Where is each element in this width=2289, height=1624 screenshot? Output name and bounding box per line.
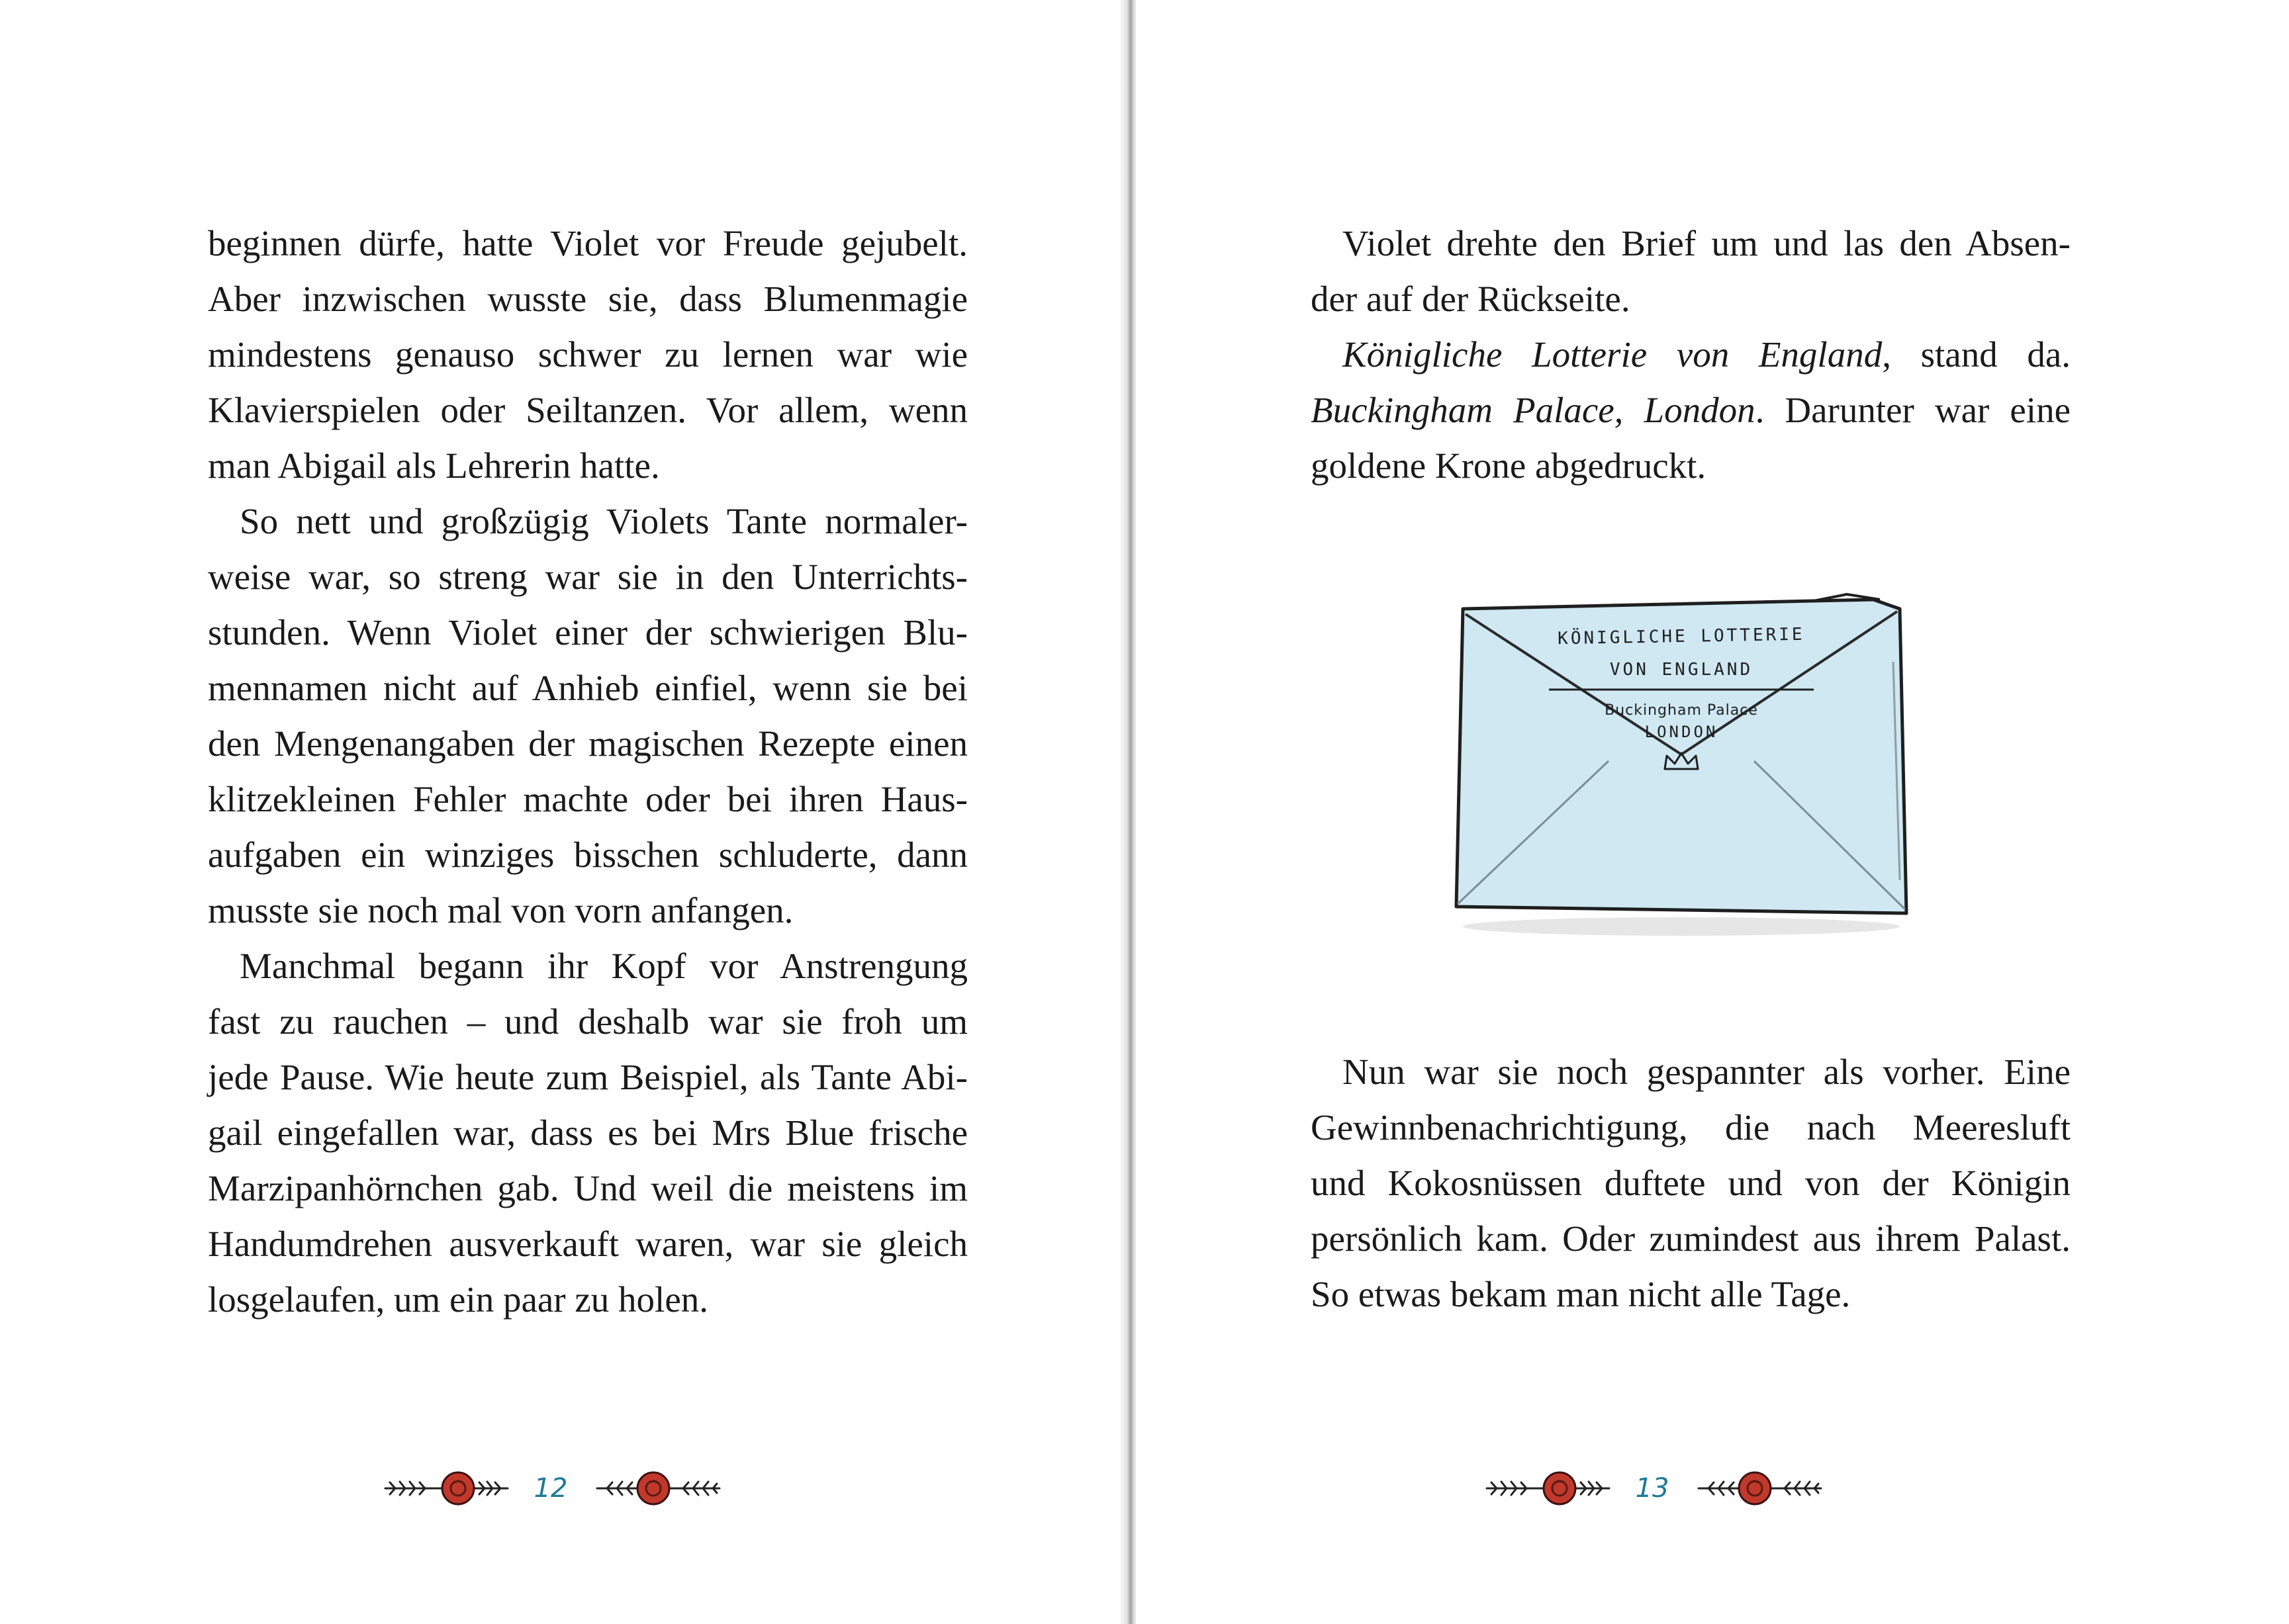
text-line: Manchmal begann ihr Kopf vor Anstrengung <box>240 946 968 986</box>
text-line: losgelaufen, um ein paar zu holen. <box>208 1279 708 1320</box>
text-line: Violet drehte den Brief um und las den Absen- <box>1342 223 2071 263</box>
text-line <box>1311 327 2071 383</box>
page-footer-left <box>379 1465 723 1511</box>
rose-branch-ornament-icon <box>1692 1465 1824 1511</box>
text-line: weise war, so streng war sie in den Unterrichts- <box>208 557 968 597</box>
text-line: persönlich kam. Oder zumindest aus ihrem Palast. <box>1311 1218 2071 1259</box>
text-line: und Kokosnüssen duftete und von der Königin <box>1311 1163 2071 1203</box>
text-line: beginnen dürfe, hatte Violet vor Freude gejubelt. <box>208 223 968 263</box>
text-fragment: . Darunter war eine <box>1755 390 2071 430</box>
rose-branch-ornament-icon <box>590 1465 723 1511</box>
envelope-sender-line-2: VON ENGLAND <box>1609 660 1753 680</box>
right-page-text-top <box>1311 216 2071 494</box>
page-number: 13 <box>1635 1473 1669 1504</box>
page-number: 12 <box>534 1473 568 1504</box>
text-line: man Abigail als Lehrerin hatte. <box>208 445 660 486</box>
right-page-text-bottom <box>1311 1044 2071 1322</box>
page-footer-right <box>1480 1465 1824 1511</box>
left-page <box>0 0 1125 1624</box>
text-line: klitzekleinen Fehler machte oder bei ihren Haus- <box>208 779 968 819</box>
text-line: Aber inzwischen wusste sie, dass Blumenmagie <box>208 279 968 319</box>
text-line <box>1311 383 2071 438</box>
text-line: aufgaben ein winziges bisschen schluderte, dann <box>208 835 968 875</box>
left-page-text <box>208 216 968 1328</box>
text-line: So nett und großzügig Violets Tante normaler- <box>240 501 968 541</box>
text-line: Nun war sie noch gespannter als vorher. Eine <box>1342 1052 2071 1092</box>
text-line: musste sie noch mal von vorn anfangen. <box>208 890 794 930</box>
text-line: Gewinnbenachrichtigung, die nach Meeresluft <box>1311 1107 2071 1148</box>
rose-branch-ornament-icon <box>379 1465 511 1511</box>
text-line: gail eingefallen war, dass es bei Mrs Blue frische <box>208 1112 968 1153</box>
text-line: stunden. Wenn Violet einer der schwierigen Blu- <box>208 612 968 653</box>
text-line: mindestens genauso schwer zu lernen war wie <box>208 334 968 375</box>
text-line: mennamen nicht auf Anhieb einfiel, wenn sie bei <box>208 668 968 708</box>
text-line: So etwas bekam man nicht alle Tage. <box>1311 1274 1851 1314</box>
text-line: Klavierspielen oder Seiltanzen. Vor allem, wenn <box>208 390 968 430</box>
text-line: jede Pause. Wie heute zum Beispiel, als Tante Abi- <box>208 1057 968 1097</box>
text-line: fast zu rauchen – und deshalb war sie froh um <box>208 1001 968 1042</box>
text-line: den Mengenangaben der magischen Rezepte einen <box>208 723 968 764</box>
envelope-address-line-1: Buckingham Palace <box>1605 702 1758 719</box>
rose-branch-ornament-icon <box>1480 1465 1612 1511</box>
text-fragment: , stand da. <box>1882 334 2071 375</box>
italic-title: Königliche Lotterie von England <box>1342 334 1883 375</box>
envelope-illustration <box>1443 582 1920 953</box>
text-line: Marzipanhörnchen gab. Und weil die meistens im <box>208 1168 968 1208</box>
envelope-sender-line-1: KÖNIGLICHE LOTTERIE <box>1557 624 1805 649</box>
text-line: goldene Krone abgedruckt. <box>1311 445 1706 486</box>
text-line: Handumdrehen ausverkauft waren, war sie gleich <box>208 1224 968 1264</box>
text-line: der auf der Rückseite. <box>1311 279 1630 319</box>
envelope-address-line-2: LONDON <box>1644 723 1718 741</box>
italic-address: Buckingham Palace, London <box>1311 390 1755 430</box>
